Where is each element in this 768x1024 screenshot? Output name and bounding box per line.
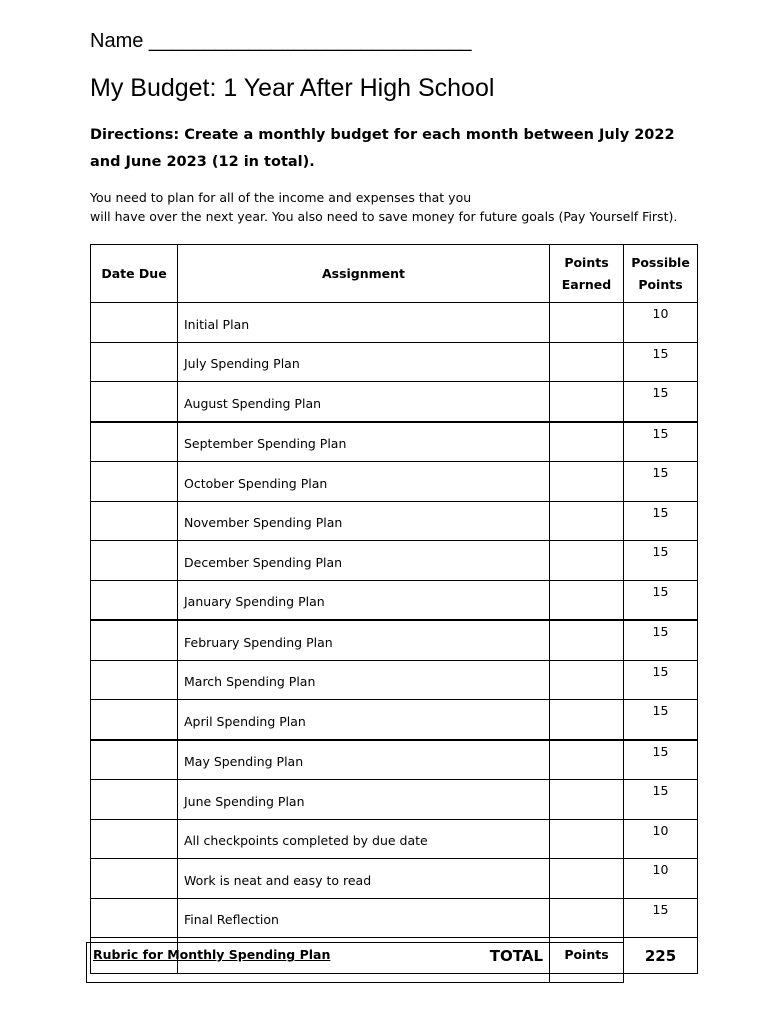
assignment-cell: June Spending Plan bbox=[178, 780, 550, 820]
directions-text: Directions: Create a monthly budget for each month between July 2022 and June 2023 (12 in total). bbox=[90, 127, 675, 170]
date-due-cell[interactable] bbox=[91, 501, 178, 541]
rubric-header-row bbox=[87, 943, 624, 983]
assignment-cell: August Spending Plan bbox=[178, 382, 550, 422]
assignment-cell: April Spending Plan bbox=[178, 700, 550, 740]
header-points-earned-line-2: Earned bbox=[561, 276, 612, 292]
table-row bbox=[91, 700, 698, 740]
header-points-earned-line-1: Points bbox=[564, 254, 609, 270]
assignment-cell: September Spending Plan bbox=[178, 422, 550, 462]
table-row bbox=[91, 780, 698, 820]
intro-line-1: You need to plan for all of the income and expenses that you bbox=[90, 190, 472, 205]
table-row bbox=[91, 740, 698, 780]
possible-points-cell: 15 bbox=[624, 422, 698, 462]
total-label: TOTAL bbox=[178, 938, 550, 974]
total-value: 225 bbox=[624, 938, 698, 974]
date-due-cell[interactable] bbox=[91, 462, 178, 502]
table-header-row bbox=[91, 245, 698, 303]
possible-points-cell: 15 bbox=[624, 620, 698, 660]
date-due-cell[interactable] bbox=[91, 382, 178, 422]
possible-points-cell: 15 bbox=[624, 541, 698, 581]
points-earned-cell[interactable] bbox=[550, 898, 624, 938]
table-row bbox=[91, 541, 698, 581]
possible-points-cell: 15 bbox=[624, 462, 698, 502]
table-row bbox=[91, 462, 698, 502]
possible-points-cell: 15 bbox=[624, 501, 698, 541]
rubric-table bbox=[86, 942, 624, 983]
assignment-cell: October Spending Plan bbox=[178, 462, 550, 502]
assignment-cell: May Spending Plan bbox=[178, 740, 550, 780]
points-earned-cell[interactable] bbox=[550, 580, 624, 620]
table-row bbox=[91, 501, 698, 541]
assignment-cell: January Spending Plan bbox=[178, 580, 550, 620]
possible-points-cell: 15 bbox=[624, 740, 698, 780]
date-due-cell[interactable] bbox=[91, 620, 178, 660]
table-row bbox=[91, 819, 698, 859]
points-earned-cell[interactable] bbox=[550, 462, 624, 502]
table-row bbox=[91, 580, 698, 620]
name-field-label: Name _____________________________ bbox=[90, 30, 472, 52]
possible-points-cell: 15 bbox=[624, 382, 698, 422]
points-earned-cell[interactable] bbox=[550, 700, 624, 740]
assignment-cell: Work is neat and easy to read bbox=[178, 859, 550, 899]
table-row bbox=[91, 303, 698, 343]
date-due-cell[interactable] bbox=[91, 422, 178, 462]
assignment-cell: December Spending Plan bbox=[178, 541, 550, 581]
page-title: My Budget: 1 Year After High School bbox=[90, 74, 495, 102]
possible-points-cell: 15 bbox=[624, 660, 698, 700]
points-earned-cell[interactable] bbox=[550, 422, 624, 462]
header-possible-points bbox=[624, 245, 698, 303]
table-row bbox=[91, 620, 698, 660]
points-earned-cell[interactable] bbox=[550, 303, 624, 343]
assignment-cell: July Spending Plan bbox=[178, 342, 550, 382]
possible-points-cell: 15 bbox=[624, 898, 698, 938]
points-earned-cell[interactable] bbox=[550, 859, 624, 899]
header-possible-points-line-2: Points bbox=[638, 276, 683, 292]
assignment-cell: February Spending Plan bbox=[178, 620, 550, 660]
table-row bbox=[91, 382, 698, 422]
table-row bbox=[91, 898, 698, 938]
assignment-cell: March Spending Plan bbox=[178, 660, 550, 700]
points-earned-cell[interactable] bbox=[550, 342, 624, 382]
possible-points-cell: 15 bbox=[624, 342, 698, 382]
date-due-cell[interactable] bbox=[91, 780, 178, 820]
table-body bbox=[91, 303, 698, 938]
date-due-cell[interactable] bbox=[91, 580, 178, 620]
assignment-cell: Initial Plan bbox=[178, 303, 550, 343]
header-points-earned bbox=[550, 245, 624, 303]
intro-text bbox=[90, 188, 710, 226]
possible-points-cell: 15 bbox=[624, 700, 698, 740]
points-earned-cell[interactable] bbox=[550, 501, 624, 541]
possible-points-cell: 15 bbox=[624, 780, 698, 820]
date-due-cell[interactable] bbox=[91, 303, 178, 343]
assignment-cell: Final Reflection bbox=[178, 898, 550, 938]
header-possible-points-line-1: Possible bbox=[631, 254, 690, 270]
possible-points-cell: 15 bbox=[624, 580, 698, 620]
points-earned-cell[interactable] bbox=[550, 819, 624, 859]
assignment-table bbox=[90, 244, 698, 974]
points-earned-cell[interactable] bbox=[550, 541, 624, 581]
points-earned-cell[interactable] bbox=[550, 382, 624, 422]
date-due-cell[interactable] bbox=[91, 541, 178, 581]
rubric-title: Rubric for Monthly Spending Plan bbox=[87, 943, 550, 983]
header-date-due: Date Due bbox=[91, 245, 178, 303]
possible-points-cell: 10 bbox=[624, 859, 698, 899]
assignment-cell: All checkpoints completed by due date bbox=[178, 819, 550, 859]
date-due-cell[interactable] bbox=[91, 660, 178, 700]
date-due-cell[interactable] bbox=[91, 819, 178, 859]
table-row bbox=[91, 422, 698, 462]
date-due-cell[interactable] bbox=[91, 740, 178, 780]
table-row bbox=[91, 859, 698, 899]
date-due-cell[interactable] bbox=[91, 700, 178, 740]
table-row bbox=[91, 660, 698, 700]
date-due-cell[interactable] bbox=[91, 859, 178, 899]
points-earned-cell[interactable] bbox=[550, 740, 624, 780]
points-earned-cell[interactable] bbox=[550, 660, 624, 700]
possible-points-cell: 10 bbox=[624, 303, 698, 343]
intro-line-2: will have over the next year. You also need to save money for future goals (Pay Yourself First). bbox=[90, 209, 678, 224]
table-row bbox=[91, 342, 698, 382]
possible-points-cell: 10 bbox=[624, 819, 698, 859]
points-earned-cell[interactable] bbox=[550, 780, 624, 820]
rubric-points-header: Points bbox=[550, 943, 624, 983]
points-earned-cell[interactable] bbox=[550, 620, 624, 660]
date-due-cell[interactable] bbox=[91, 342, 178, 382]
date-due-cell[interactable] bbox=[91, 898, 178, 938]
header-assignment: Assignment bbox=[178, 245, 550, 303]
assignment-cell: November Spending Plan bbox=[178, 501, 550, 541]
